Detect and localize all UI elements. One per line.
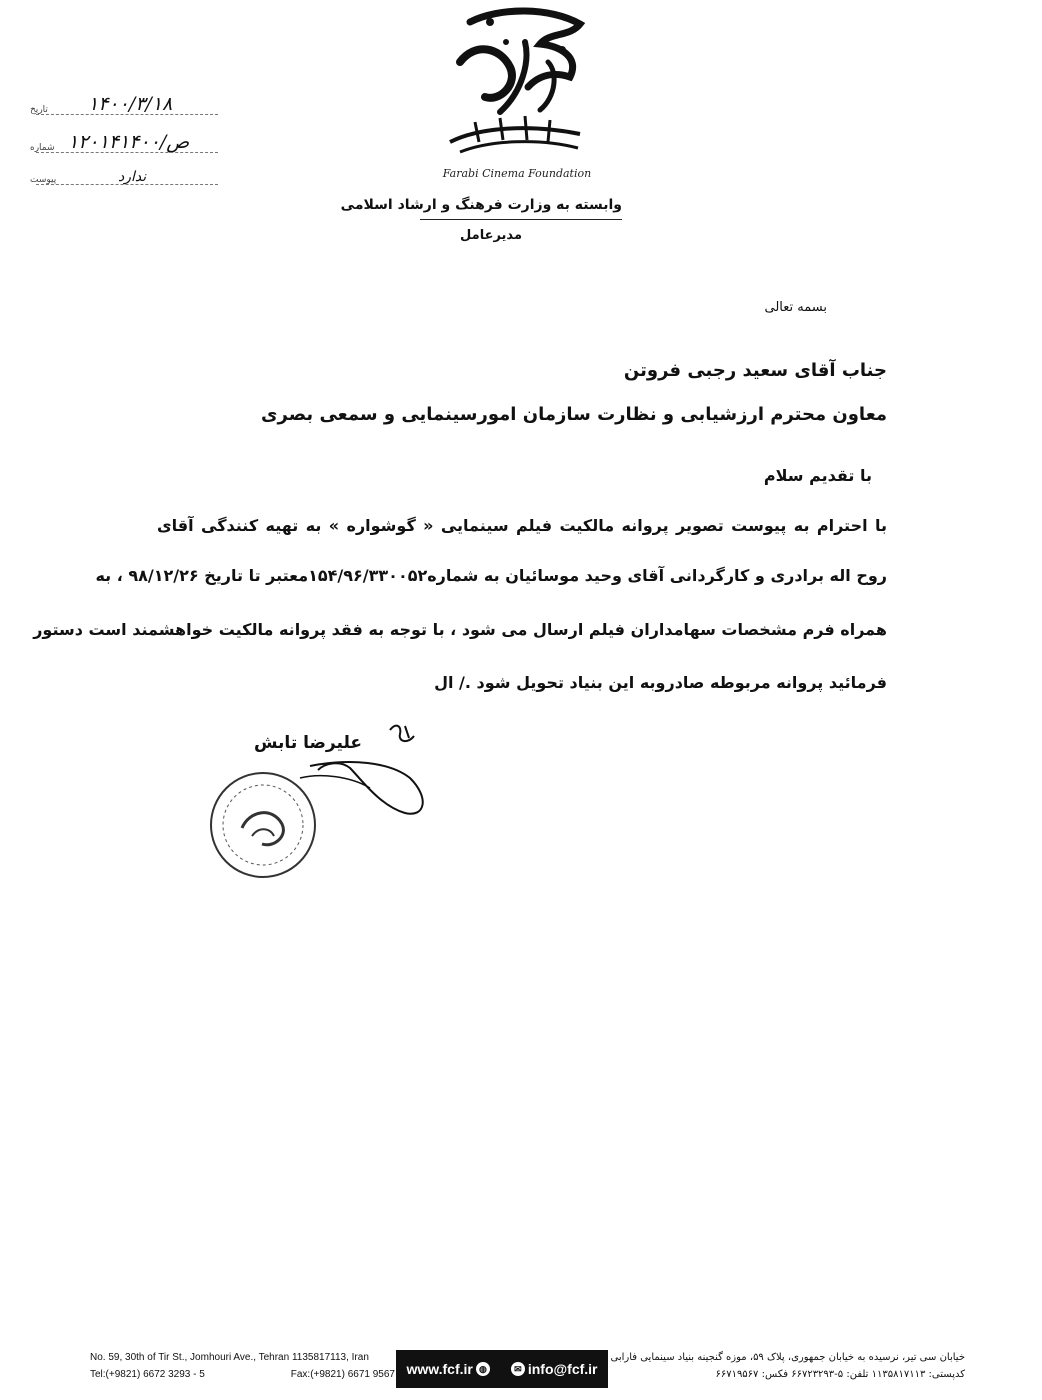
number-value: ۱۲۰۱۴ص/۱۴۰۰: [68, 131, 190, 153]
number-line: [36, 152, 218, 153]
footer-address-en: No. 59, 30th of Tir St., Jomhouri Ave., Tehran 1135817113, Iran: [90, 1352, 369, 1363]
date-label: تاریخ: [30, 105, 48, 115]
globe-icon: ◍: [476, 1362, 490, 1376]
signer-name: علیرضا تابش: [254, 733, 362, 753]
logo-english-text: Farabi Cinema Foundation: [442, 167, 592, 180]
body-line: فرمائید پروانه مربوطه صادروبه این بنیاد تحویل شود ./ ال: [434, 673, 887, 692]
footer-persian: [610, 1352, 965, 1386]
affiliation-underline: [420, 219, 622, 220]
attachment-value: ندارد: [118, 169, 147, 185]
footer-tel-en: Tel:(+9821) 6672 3293 - 5: [90, 1369, 205, 1380]
website-link[interactable]: www.fcf.ir: [406, 1361, 473, 1377]
footer-contact-box: [396, 1350, 608, 1388]
role-text: مدیرعامل: [460, 228, 522, 243]
footer-address-fa: خیابان سی تیر، نرسیده به خیابان جمهوری، پلاک ۵۹، موزه گنجینه بنیاد سینمایی فارابی: [610, 1352, 965, 1363]
body-line: همراه فرم مشخصات سهامداران فیلم ارسال می شود ، با توجه به فقد پروانه مالکیت خواهشمند است دستور: [33, 620, 887, 639]
attachment-label: پیوست: [30, 175, 57, 185]
footer-english: [90, 1352, 395, 1386]
affiliation-text: وابسته به وزارت فرهنگ و ارشاد اسلامی: [340, 197, 622, 213]
footer-fax-en: Fax:(+9821) 6671 9567: [290, 1369, 395, 1380]
official-stamp: [204, 766, 322, 884]
letterhead: [340, 2, 622, 252]
date-value: ۱۴۰۰/۳/۱۸: [88, 93, 173, 115]
footer: [90, 1350, 965, 1392]
email-icon: ✉: [511, 1362, 525, 1376]
number-label: شماره: [30, 143, 55, 153]
email-link[interactable]: info@fcf.ir: [527, 1361, 598, 1377]
addressee-title: معاون محترم ارزشیابی و نظارت سازمان امورسینمایی و سمعی بصری: [261, 404, 887, 425]
number-row: [28, 133, 238, 155]
foundation-logo: [430, 2, 600, 170]
body-line: با احترام به پیوست تصویر پروانه مالکیت فیلم سینمایی « گوشواره » به تهیه کنندگی آقای: [157, 516, 887, 535]
opening-text: بسمه تعالی: [764, 300, 827, 315]
email-item[interactable]: [511, 1361, 598, 1377]
reference-block: [28, 95, 238, 205]
greeting-text: با تقدیم سلام: [763, 466, 872, 485]
attachment-row: [28, 165, 238, 187]
date-line: [36, 114, 218, 115]
body-line: روح اله برادری و کارگردانی آقای وحید موسائیان به شماره۱۵۴/۹۶/۳۳۰۰۵۲معتبر تا تاریخ ۹۸/۱۲/۲۶ ، به: [95, 566, 887, 585]
footer-contact-fa: کدپستی: ۱۱۳۵۸۱۷۱۱۳ تلفن: ۵-۶۶۷۲۳۲۹۳ فکس: ۶۶۷۱۹۵۶۷: [715, 1369, 965, 1380]
date-row: [28, 95, 238, 117]
attachment-line: [36, 184, 218, 185]
website-item[interactable]: [406, 1361, 489, 1377]
addressee-name: جناب آقای سعید رجبی فروتن: [623, 360, 887, 381]
